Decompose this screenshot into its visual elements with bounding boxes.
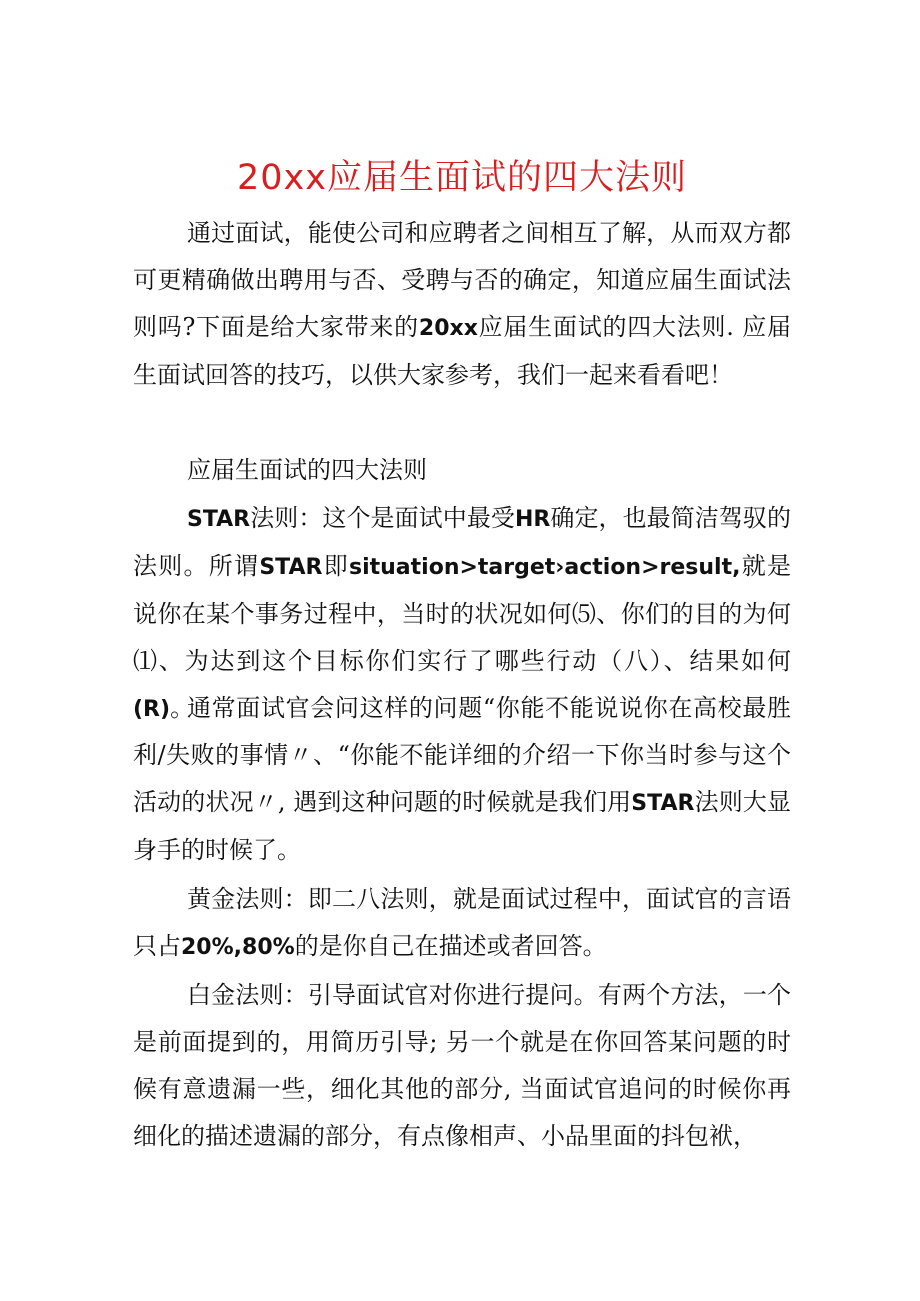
- star-text-5: 。: [170, 694, 195, 722]
- star-text-3: 即: [322, 552, 349, 580]
- document-title: 20xx应届生面试的四大法则: [237, 158, 687, 198]
- star-text-1: 法则：这个是面试中最受: [250, 504, 515, 532]
- star-bold-r: (R): [133, 697, 171, 722]
- golden-rule-paragraph: [133, 876, 791, 971]
- intro-text-1: 通过面试，能使公司和应聘者之间相互了解，从而双方都可更精确做出聘用与否、受聘与否的确定，知道应届生面试法则吗?下面是给大家带来的: [133, 219, 791, 341]
- interview-question-paragraph: [133, 685, 791, 874]
- intro-text-2: 应届生面试的四大法则. 应届生面试回答的技巧，以供大家参考，我们一起来看看吧！: [133, 313, 791, 389]
- star-text-2: 确定，也最简洁驾驭的法则。所谓: [133, 504, 792, 580]
- star-bold-hr: HR: [514, 507, 551, 532]
- interview-text-2: 法则大显身手的时候了。: [133, 788, 791, 864]
- interview-text-1: 通常面试官会问这样的问题“你能不能说说你在高校最胜利/失败的事情〃、“你能不能详细的介绍一下你当时参与这个活动的状况〃, 遇到这种问题的时候就是我们用: [133, 694, 791, 816]
- golden-text-1: 黄金法则：即二八法则，就是面试过程中，面试官的言语只占: [133, 885, 791, 960]
- star-bold-terms: situation>target›action>result,: [348, 555, 741, 580]
- golden-text-2: 的是你自己在描述或者回答。: [294, 932, 607, 960]
- section-heading: 应届生面试的四大法则: [187, 456, 427, 484]
- intro-paragraph: [133, 210, 791, 399]
- intro-bold-year: 20xx: [418, 316, 478, 341]
- platinum-rule-paragraph: 白金法则：引导面试官对你进行提问。有两个方法，一个是前面提到的，用简历引导; 另一个就是在你回答某问题的时候有意遗漏一些，细化其他的部分, 当面试官追问的时候你再细化的描述遗漏的部分，有点像相声、小品里面的抖包袱，: [133, 981, 791, 1150]
- star-bold-1: STAR: [187, 507, 251, 532]
- golden-bold-percent: 20%,80%: [181, 935, 295, 960]
- star-bold-3: STAR: [259, 555, 323, 580]
- star-text-4: 就是说你在某个事务过程中，当时的状况如何⑸、你们的目的为何⑴、为达到这个目标你们实行了哪些行动（八）、结果如何: [133, 552, 792, 675]
- interview-bold-star: STAR: [631, 791, 695, 816]
